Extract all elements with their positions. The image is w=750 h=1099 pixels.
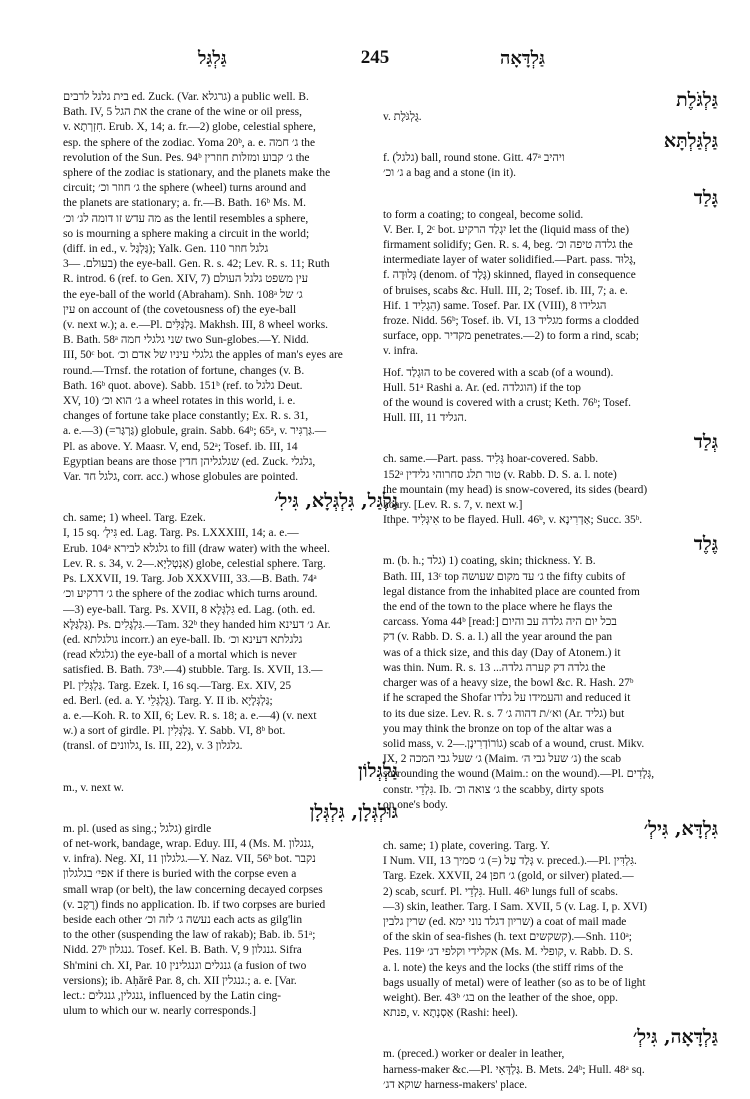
entry-text-line: charger was of a heavy size, the bowl &c. R. Hash. 27ᵇ (383, 677, 634, 690)
entry-text-line: satisfied. B. Bath. 73ᵇ.—4) stubble. Targ. Is. XVII, 13.— (63, 664, 323, 677)
entry-text-line: Ps. LXXVII, 19. Targ. Job XXXVIII, 33.—B. Bath. 74ᵃ (63, 573, 317, 586)
entry-text-line: if he scraped the Shofar והעמידו על גלדו and reduced it (383, 692, 631, 705)
entry-text-line: solid mass, v. גוֹרוֹדְרִינָן.—2) scab of a wound, crust. Mikv. (383, 737, 645, 750)
entry-text-line: אפי׳ בגלגלון if there is buried with the corpse even a (63, 868, 297, 881)
entry-text-line: of the skin of sea-fishes (h. text קשקשים).—Snh. 110ᵃ; (383, 931, 632, 944)
entry-text-line: Hof. הוּגְלַד to be covered with a scab (of a wound). (383, 366, 614, 379)
entry-text-line: Hif. הִגְלִיד 1) same. Tosef. Par. IX (VIII), 8 הגלידו (383, 299, 607, 312)
entry-text-line: to the other (suspending the law of rakab); Bab. ib. 51ᵃ; (63, 929, 316, 942)
entry-text-line: —3) eye-ball. Targ. Ps. XVII, 8 גִּלְגְּלָא ed. Lag. (oth. ed. (63, 603, 316, 616)
entry-text-line: (diff. in ed., v. גַּלְגַּל); Yalk. Gen. 110 גלגל חוזר (63, 243, 269, 256)
entry-text-line: carcass. Yoma 44ᵇ [read:] בכל יום היה גלדה עב והיום (383, 616, 617, 629)
entry-text-line: legal distance from the inhabited place are counted from (383, 585, 640, 598)
entry-text-line: changes of fortune take place constantly; Ex. R. s. 31, (63, 410, 309, 423)
entry-text-line: w.) a sort of girdle. Pl. גַּלְגְּלִין. Y. Sabb. VI, 8ᵇ bot. (63, 725, 286, 738)
entry-text-line: 2) scab, scurf. Pl. גִּלְדֵי. Hull. 46ᵇ lungs full of scabs. (383, 885, 618, 898)
dictionary-entry (383, 534, 718, 812)
entry-text-line: froze. Nidd. 56ᵇ; Tosef. ib. VI, 13 מגליד forms a clodded (383, 315, 639, 328)
entry-text-line: Pl. as above. Y. Maasr. V, end, 52ᵃ; Tosef. ib. III, 14 (63, 440, 298, 453)
entry-text-line: Hull. 51ᵃ Rashi a. Ar. (ed. הוגלדה) if the top (383, 381, 581, 394)
entry-text-line: Nidd. 27ᵇ גנגלון. Tosef. Kel. B. Bath. V, 9 גנגלון. Sifra (63, 944, 302, 957)
entry-text-line: מה עדש זו דומה לג׳ וכ׳ as the lentil resembles a sphere, (63, 212, 309, 225)
entry-text-line: the end of the town to the place where he flays the (383, 601, 613, 614)
entry-text-line: ed. Berl. (ed. a. Y. גֻּלְגְּלֵי). Targ. Y. II ib. גַּלְגְּלָיָא; (63, 694, 273, 707)
entry-text-line: בעולם. —3) the eye-ball. Gen. R. s. 42; Lev. R. s. 11; Ruth (63, 258, 330, 271)
entry-text-line: small wrap (or belt), the law concerning decayed corpses (63, 883, 323, 896)
entry-text-line: was of a thick size, and this day (Day of Atonem.) it (383, 646, 621, 659)
entry-text-line: a. e.—Koh. R. to XII, 6; Lev. R. s. 18; a. e.—4) (v. next (63, 709, 317, 722)
entry-text-line: esp. the sphere of the zodiac. Yoma 20ᵇ, a. e. ג׳ חמה the (63, 136, 316, 149)
entry-text-line: the planets are stationary; a. fr.—B. Bath. 16ᵇ Ms. M. (63, 197, 307, 210)
entry-text-line: Pl. גַּלְגְּלִין. Targ. Ezek. I, 16 sq.—Targ. Ex. XIV, 25 (63, 679, 292, 692)
entry-text-line: f. גְּלוּדָה (denom. of גֶּלֶד) skinned, flayed in consequence (383, 269, 636, 282)
entry-headword: גּוּלְגְּלָן, גִּלְגְּלָן (309, 801, 398, 822)
entry-text-line: Bath. IV, 5 את הגל the crane of the wine or oil press, (63, 106, 302, 119)
entry-text-line: to its due size. Lev. R. s. 7 וא׳/ת דהוה ג׳ (Ar. גליד) but (383, 707, 625, 720)
entry-text-line: —3) skin, leather. Targ. I Sam. XVII, 5 (v. Lag. I, p. XVI) (383, 900, 648, 913)
entry-text-line: of net-work, bandage, wrap. Eduy. III, 4 (Ms. M. גנגלון, (63, 837, 314, 850)
entry-text-line: revolution of the Sun. Pes. 94ᵇ ג׳ קבוע ומזלות חוזרין the (63, 151, 310, 164)
entry-text-line: (ed. גולגלתא incorr.) an eye-ball. Ib. גלגלתא דעינא וכ׳ (63, 633, 303, 646)
entry-text-line: on one's body. (383, 798, 448, 811)
entry-text-line: ג׳ וכ׳ a bag and a stone (in it). (383, 167, 516, 180)
entry-text-line: Var. גלגל חד, corr. acc.) whose globules are pointed. (63, 471, 299, 484)
entry-text-line: פנתא, v. אַסְנְתָא (Rashi: heel). (383, 1007, 518, 1020)
entry-headword: גִּלְדָּא, גִּילְ׳ (643, 818, 718, 839)
entry-text-line: of the wound is covered with a crust; Keth. 76ᵇ; Tosef. (383, 397, 631, 410)
entry-text-line: circuit; ג׳ חוזר וכ׳ the sphere (wheel) turns around and (63, 182, 307, 195)
entry-text-line: versions); ib. Aḥărê Par. 8, ch. XII גנגלין.; a. e. [Var. (63, 974, 297, 987)
entry-text-line: ch. same; 1) plate, covering. Targ. Y. (383, 839, 550, 852)
entry-text-line: (read גלגלא) the eye-ball of a mortal which is never (63, 649, 297, 662)
entry-text-line: (transl. of גלוונים, Is. III, 22), v. גלגלון 3. (63, 740, 243, 753)
entry-text-line: beside each other נעשה ג׳ לזה וכ׳ each acts as gilg'lin (63, 913, 303, 926)
entry-headword: גַּלְגַּלְתָּא (663, 131, 718, 152)
entry-text-line: f. (גלגל) ball, round stone. Gitt. 47ᵃ ויהיב (383, 152, 565, 165)
entry-text-line: you may think the bronze on top of the altar was a (383, 722, 612, 735)
entry-text-line: דק (v. Rabb. D. S. a. l.) all the year around the pan (383, 631, 613, 644)
entry-headword: גֶּלֶד (693, 534, 718, 555)
entry-text-line: a. e.—3) (=גַּרְגַּר) globule, grain. Sabb. 64ᵇ; 65ᵃ, v. גַּרְגִּיר.— (63, 425, 327, 438)
dictionary-entry (63, 491, 398, 754)
entry-text-line: (v. רָקָב) finds no application. Ib. if two corpses are buried (63, 898, 326, 911)
entry-text-line: Hull. III, 11 הגליד. (383, 412, 467, 425)
entry-text-line: V. Ber. I, 2ᶜ bot. יִגְלַד הרקיע let the (liquid mass of the) (383, 223, 629, 236)
entry-text-line: surrounding the wound (Maim.: on the wound).—Pl. גְּלָדִים, (383, 768, 655, 781)
entry-text-line: so is mourning a sphere making a circuit in the world; (63, 227, 310, 240)
entry-text-line: a. l. note) the keys and the locks (the stiff rims of the (383, 961, 624, 974)
entry-text-line: of bruises, scabs &c. Hull. III, 2; Tosef. ib. III, 7; a. e. (383, 284, 628, 297)
entry-text-line: lect.: גנגלין, גנגלים, influenced by the Latin cing- (63, 989, 282, 1002)
entry-text-line: the eye-ball of the world (Abraham). Snh. 108ᵃ ג׳ של (63, 288, 303, 301)
dictionary-entry (383, 131, 718, 181)
entry-text-line: I Num. VII, 13 גְּלַד עַל (=) ג׳ סמיך v. preced.).—Pl. גִּלְדִּין. (383, 855, 637, 868)
entry-text-line: IX, 2 ג׳ שעל גבי המכה (Maim. ג׳ שעל גבי ה׳) the scab (383, 753, 622, 766)
entry-text-line: v. infra. (383, 345, 418, 358)
entry-text-line: ch. same.—Part. pass. גְּלִיד hoar-covered. Sabb. (383, 453, 599, 466)
entry-text-line: the mountain (my head) is snow-covered, its sides (beard) (383, 483, 648, 496)
entry-text-line: XV, 10) ג׳ הוא וכ׳ a wheel rotates in this world, i. e. (63, 395, 296, 408)
running-head-right: גַּלְדָּאָה (500, 48, 545, 69)
entry-text-line: Targ. Ezek. XXVII, 24 ג׳ חפן (gold, or silver) plated.— (383, 870, 634, 883)
entry-text-line: ch. same; 1) wheel. Targ. Ezek. (63, 512, 206, 525)
entry-headword: גָּלַד (693, 187, 718, 208)
entry-text-line: Sh'mini ch. XI, Par. 10 גנגלים וגנגלינין (a fusion of two (63, 959, 307, 972)
right-column (383, 90, 718, 1099)
entry-text-line: surface, opp. מקדיר penetrates.—2) to form a rind, scab; (383, 330, 639, 343)
entry-text-line: I, 15 sq. גִּילְ׳ ed. Lag. Targ. Ps. LXXXIII, 14; a. e.— (63, 527, 299, 540)
entry-text-line: גַּלְגַּלָּא). Ps. גִּלְגָּלִים.—Tam. 32ᵇ they handed him ג׳ דעינא Ar. (63, 618, 331, 631)
entry-text-line: R. introd. 6 (ref. to Gen. XIV, 7) עין משפט גלגל העולם (63, 273, 309, 286)
dictionary-entry (63, 761, 398, 796)
dictionary-entry (383, 366, 718, 427)
entry-text-line: constr. גִּלְדֵי. Ib. ג׳ צואה וכ׳ the scabby, dirty spots (383, 783, 604, 796)
dictionary-entry (383, 188, 718, 360)
entry-text-line: hoary. [Lev. R. s. 7, v. next w.] (383, 499, 523, 512)
entry-text-line: Bath. III, 13ᶜ top ג׳ עד מקום שעושה the fifty cubits of (383, 570, 626, 583)
entry-text-line: m. (b. h.; גלד) 1) coating, skin; thickness. Y. B. (383, 555, 596, 568)
left-column (63, 90, 398, 1025)
entry-text-line: ג׳ דרקיע וכ׳ the sphere of the zodiac which turns around. (63, 588, 318, 601)
entry-text-line: firmament solidify; Gen. R. s. 4, beg. גלדה טיפה וכ׳ the (383, 239, 633, 252)
entry-spacer (383, 1093, 718, 1099)
entry-text-line: Pes. 119ᵃ אקלידי וקלפי דג׳ (Ms. M. קופלי, v. Rabb. D. S. (383, 946, 633, 959)
entry-text-line: harness-maker &c.—Pl. גַּלְדָּאֵי. B. Mets. 24ᵇ; Hull. 48ᵃ sq. (383, 1063, 645, 1076)
entry-text-line: (v. next w.); a. e.—Pl. גַּלְגַּלִּים. Makhsh. III, 8 wheel works. (63, 319, 329, 332)
entry-text-line: Erub. 104ᵃ גלגלא לבירא to fill (draw water) with the wheel. (63, 542, 330, 555)
entry-text-line: Egyptian beans are those שגלגליהן חדין (ed. Zuck. גלגלי, (63, 455, 316, 468)
dictionary-entry (63, 90, 398, 485)
entry-spacer (63, 1019, 398, 1025)
entry-text-line: to form a coating; to congeal, become solid. (383, 208, 584, 221)
entry-headword: גַּלְדָּאָה, גִּילְ׳ (632, 1027, 718, 1048)
entry-text-line: III, 50ᶜ bot. גלגלי עיניו של אדם וכ׳ the apples of man's eyes are (63, 349, 343, 362)
entry-text-line: sphere of the zodiac is stationary, and the planets make the (63, 167, 331, 180)
entry-text-line: ulum to which our w. nearly corresponds.] (63, 1005, 256, 1018)
entry-text-line: intermediate layer of water solidified.—Part. pass. גָּלוּד, (383, 254, 636, 267)
entry-text-line: weight). Ber. 43ᵇ בג׳ on the leather of the shoe, opp. (383, 991, 618, 1004)
entry-text-line: bags usually of metal) were of leather (so as to be of light (383, 976, 646, 989)
entry-text-line: עין on account of (the covetousness of) the eye-ball (63, 303, 297, 316)
entry-text-line: was thin. Num. R. s. 13 ...גלדה דק קערה גלדה the (383, 661, 606, 674)
entry-headword: גְּלַד (693, 432, 718, 453)
entry-text-line: 152ᵃ טור תלג סחרוהי גלידין (v. Rabb. D. S. a. l. note) (383, 468, 617, 481)
entry-text-line: m. (preced.) worker or dealer in leather, (383, 1048, 565, 1061)
entry-text-line: שוקא דג׳ harness-makers' place. (383, 1078, 528, 1091)
entry-headword: גַּלְגֹּלֶת (676, 90, 718, 110)
entry-text-line: v. חִזְרְתָא. Erub. X, 14; a. fr.—2) globe, celestial sphere, (63, 121, 316, 134)
entry-text-line: v. גֻּלְגֹּלֶת. (383, 111, 422, 123)
dictionary-entry (383, 819, 718, 1021)
page-number: 245 (360, 47, 390, 68)
entry-text-line: Bath. 16ᵇ quot. above). Sabb. 151ᵇ (ref. to גלגל Deut. (63, 379, 303, 392)
entry-text-line: בית גלגל לרבים ed. Zuck. (Var. גרגלא) a public well. B. (63, 91, 309, 103)
entry-text-line: שרין גלבין (ed. שריון דגלד נוני ימא) a coat of mail made (383, 915, 627, 928)
entry-headword: גַּלְגַּל, גִּלְגְּלָא, גִּילִ׳ (274, 491, 398, 512)
entry-text-line: m. pl. (used as sing.; גלגל) girdle (63, 822, 212, 835)
running-head-left: גַּלְגַּל (198, 48, 227, 69)
dictionary-entry (383, 1027, 718, 1093)
entry-text-line: v. infra). Neg. XI, 11 גלגלון.—Y. Naz. VII, 56ᵇ bot. נקבר (63, 853, 316, 866)
entry-text-line: B. Bath. 58ᵃ שני גלגלי חמה two Sun-globes.—Y. Nidd. (63, 334, 309, 347)
entry-text-line: m., v. next w. (63, 781, 124, 794)
dictionary-entry (63, 802, 398, 1020)
entry-text-line: round.—Trnsf. the rotation of fortune, changes (v. B. (63, 364, 305, 377)
entry-text-line: Ithpe. אִיגְּלִיד to be flayed. Hull. 46ᵇ, v. אַדְרִינָא; Succ. 35ᵇ. (383, 514, 643, 527)
dictionary-entry (383, 90, 718, 125)
dictionary-entry (383, 432, 718, 528)
entry-text-line: Lev. R. s. 34, v. אַנְטְלִיָא.—2) globe, celestial sphere. Targ. (63, 557, 326, 570)
entry-headword: גַּלְגְּלוֹן (357, 760, 398, 781)
